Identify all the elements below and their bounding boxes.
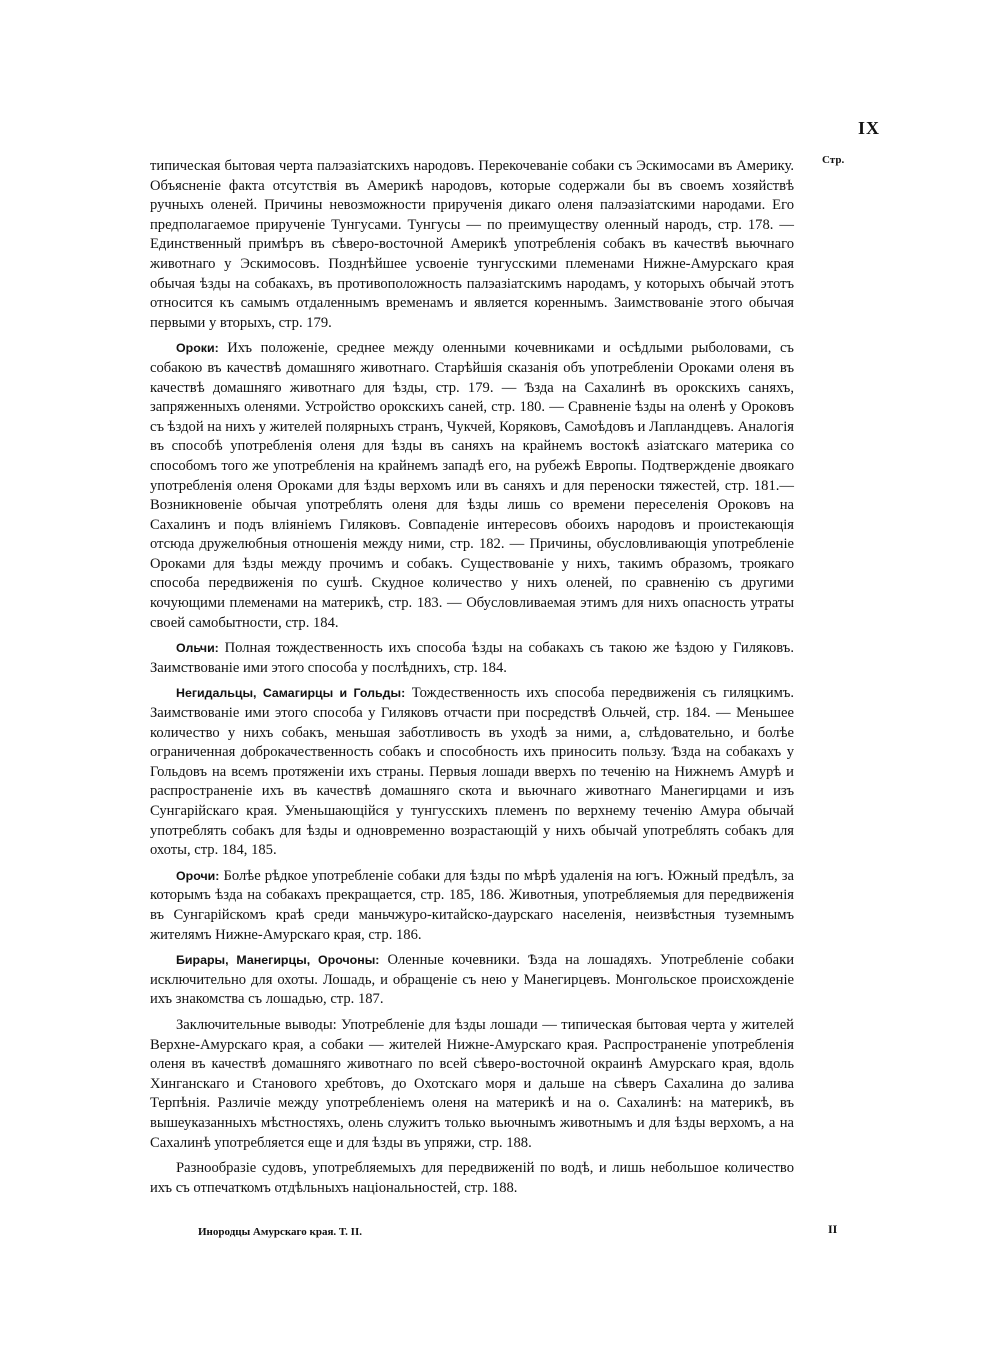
paragraph-oroki [150,339,794,633]
entry-label-birary: Бирары, Манегирцы, Орочоны: [176,953,380,968]
paragraph-text: Полная тождественность ихъ способа ѣзды на собакахъ съ такою же ѣздою у Гиляковъ. Заимствованіе ими этого способа у послѣднихъ, стр. 184. [150,640,794,676]
paragraph-orochi [150,867,794,945]
entry-label-oroki: Ороки: [176,341,219,356]
column-label: Стр. [822,154,845,166]
paragraph-text: Заключительные выводы: Употребленіе для ѣзды лошади — типическая бытовая черта у жителей Верхне-Амурскаго края, а собаки — жителей Нижне-Амурскаго края. Распространеніе употребленія оленя въ качествѣ домашняго животнаго по всей сѣверо-восточной окраинѣ Амурскаго края, вдоль Хинганскаго и Станового хребтовъ, до Охотскаго моря и дальше на сѣверъ Сахалина до залива Терпѣнія. Различіе между употребленіемъ оленя на материкѣ и на о. Сахалинѣ: на материкѣ, въ вышеуказанныхъ мѣстностяхъ, олень служитъ только вьючнымъ животнымъ и для ѣзды верхомъ, а на Сахалинѣ употребляется еще и для ѣзды въ упряжи, стр. 188. [150,1016,794,1151]
paragraph-continuation [150,157,794,333]
paragraph-conclusions [150,1016,794,1153]
paragraph-text: Разнообразіе судовъ, употребляемыхъ для передвиженій по водѣ, и лишь небольшое количество ихъ съ отпечаткомъ отдѣльныхъ національностей, стр. 188. [150,1160,794,1196]
entry-label-olchi: Ольчи: [176,641,219,656]
footer-note: Инородцы Амурскаго края. Т. II. [198,1226,362,1238]
paragraph-text: Оленные кочевники. Ѣзда на лошадяхъ. Употребленіе собаки исключительно для охоты. Лошадь, и обращеніе съ нею у Манегирцевъ. Монгольское происхожденіе ихъ знакомства съ лошадью, стр. 187. [150,952,795,1008]
paragraph-boats [150,1159,794,1198]
page-number: IX [858,118,881,138]
paragraph-olchi [150,639,794,678]
paragraph-negidaltsy [150,684,794,860]
entry-label-negidaltsy: Негидальцы, Самагирцы и Гольды: [176,686,406,701]
paragraph-text: Ихъ положеніе, среднее между оленными кочевниками и осѣдлыми рыболовами, съ собакою въ качествѣ домашняго животнаго. Старѣйшія сказанія объ употребленіи Ороками оленя въ качествѣ домашняго животнаго для ѣзды, стр. 179. — Ѣзда на Сахалинѣ въ орокскихъ саняхъ, запряженныхъ оленями. Устройство орокскихъ саней, стр. 180. — Сравненіе ѣзды на оленѣ у Ороковъ съ ѣздой на нихъ у жителей полярныхъ странъ, Чукчей, Коряковъ, Самоѣдовъ и Лапландцевъ. Аналогія въ способѣ употребленія оленя для ѣзды въ саняхъ на крайнемъ востокѣ азіатскаго материка со способомъ того же употребленія на крайнемъ западѣ его, на рубежѣ Европы. Подтвержденіе двоякаго употребленія оленя Ороками для ѣзды верхомъ или въ саняхъ и для переноски тяжестей, стр. 181.— Возникновеніе обычая употреблять оленя для ѣзды лишь со времени переселенія Ороковъ на Сахалинъ и подъ вліяніемъ Гиляковъ. Совпаденіе интересовъ обоихъ народовъ и проистекающія отсюда дружелюбныя отношенія между ними, стр. 182. — Причины, обусловливающія употребленіе Ороками для ѣзды между прочимъ и собакъ. Существованіе у нихъ, такимъ образомъ, троякаго способа передвиженія по сушѣ. Скудное количество у нихъ оленей, по сравненію съ другими кочующими племенами на материкѣ, стр. 183. — Обусловливаемая этимъ для нихъ опасность утраты своей самобытности, стр. 184. [150,340,794,631]
paragraph-text: Тождественность ихъ способа передвиженія съ гиляцкимъ. Заимствованіе ими этого способа у Гиляковъ отчасти при посредствѣ Ольчей, стр. 184. — Меньшее количество у нихъ собакъ, меньшая заботливость въ уходѣ за ними, а, слѣдовательно, и болѣе ограниченная доброкачественность собакъ и способность ихъ приносить пользу. Ѣзда на собакахъ у Гольдовъ на всемъ протяженіи ихъ страны. Первыя лошади вверхъ по теченію на Нижнемъ Амурѣ и распространеніе ихъ въ качествѣ домашняго скота и вьючнаго животнаго Манегирцами и изъ Сунгарійскаго края. Уменьшающійся у тунгусскихъ племенъ по верхнему теченію Амура обычай употреблять собакъ для ѣзды и одновременно возрастающій у нихъ обычай употреблять собакъ для охоты, стр. 184, 185. [150,685,795,859]
paragraph-text: Болѣе рѣдкое употребленіе собаки для ѣзды по мѣрѣ удаленія на югъ. Южный предѣлъ, за которымъ ѣзда на собакахъ прекращается, стр. 185, 186. Животныя, употребляемыя для передвиженія въ Сунгарійскомъ краѣ среди маньчжуро-китайско-даурскаго населенія, неизвѣстныя туземнымъ жителямъ Нижне-Амурскаго края, стр. 186. [150,867,794,943]
paragraph-birary [150,951,794,1010]
signature-mark: II [828,1222,838,1236]
body-text [150,157,794,1200]
entry-label-orochi: Орочи: [176,868,220,883]
paragraph-text: типическая бытовая черта палэазіатскихъ народовъ. Перекочеваніе собаки съ Эскимосами въ Америку. Объясненіе факта отсутствія въ Америкѣ народовъ, которые содержали бы въ своемъ хозяйствѣ ручныхъ оленей. Причины невозможности прирученія дикаго оленя палэазіатскими народами. Его предполагаемое прирученіе Тунгусами. Тунгусы — по преимуществу оленный народъ, стр. 178. — Единственный примѣръ въ сѣверо-восточной Америкѣ употребленія собакъ въ качествѣ вьючнаго животнаго у Эскимосовъ. Позднѣйшее усвоеніе тунгусскими племенами Нижне-Амурскаго края обычая ѣзды на собакахъ, въ противоположность палэазіатскимъ народамъ, у которыхъ обычай этотъ относится къ самымъ отдаленнымъ временамъ и является кореннымъ. Заимствованіе этого обычая первыми у вторыхъ, стр. 179. [150,158,794,331]
